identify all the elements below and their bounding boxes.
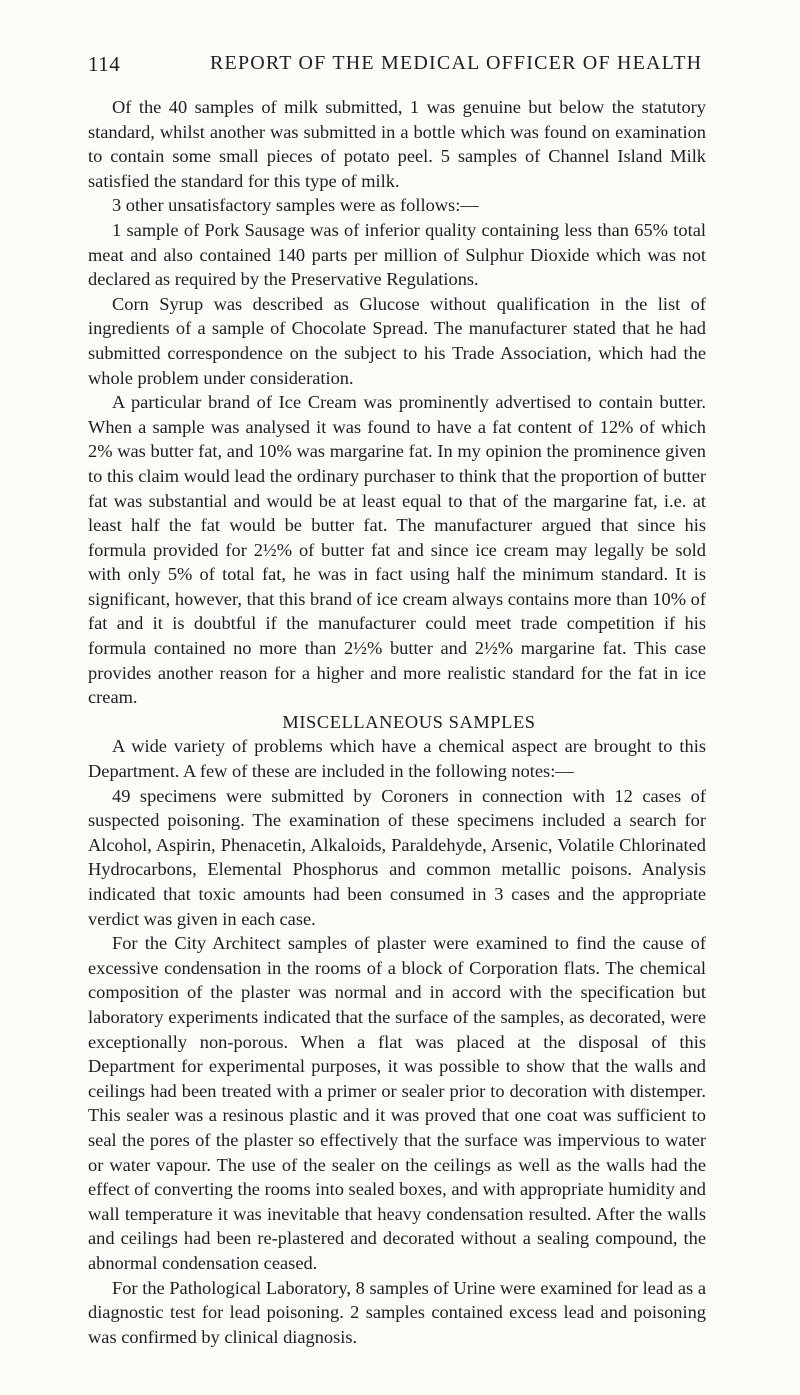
paragraph-ice-cream: A particular brand of Ice Cream was prominently advertised to contain butter. When a sample was analysed it was found to have a fat content of 12% of which 2% was butter fat, and 10% was margarine fat. In my opinion the prominence given to this claim would lead the ordinary purchaser to think that the proportion of butter fat was substantial and would be at least equal to that of the margarine fat, i.e. at least half the fat would be butter fat. The manufacturer argued that since his formula provided for 2½% of butter fat and since ice cream may legally be sold with only 5% of total fat, he was in fact using half the minimum standard. It is significant, however, that this brand of ice cream always contains more than 10% of fat and it is doubtful if the manufacturer could meet trade competition if his formula contained no more than 2½% butter and 2½% margarine fat. This case provides another reason for a higher and more realistic standard for the fat in ice cream. (88, 392, 706, 708)
paragraph-unsatisfactory-intro: 3 other unsatisfactory samples were as follows:— (112, 195, 479, 216)
paragraph-pork-sausage: 1 sample of Pork Sausage was of inferior quality containing less than 65% total meat and also contained 140 parts per million of Sulphur Dioxide which was not declared as required by the Preservative Regulations. (88, 219, 706, 290)
paragraph-milk-samples: Of the 40 samples of milk submitted, 1 was genuine but below the statutory standard, whilst another was submitted in a bottle which was found on examination to contain some small pieces of potato peel. 5 samples of Channel Island Milk satisfied the standard for this type of milk. (88, 97, 706, 191)
page-number: 114 (88, 52, 121, 76)
paragraph-misc-intro: A wide variety of problems which have a chemical aspect are brought to this Department. A few of these are included in the following notes:— (88, 736, 706, 782)
page-header (88, 52, 703, 82)
paragraph-coroners: 49 specimens were submitted by Coroners in connection with 12 cases of suspected poisoning. The examination of these specimens included a search for Alcohol, Aspirin, Phenacetin, Alkaloids, Paraldehyde, Arsenic, Volatile Chlorinated Hydrocarbons, Elemental Phosphorus and common metallic poisons. Analysis indicated that toxic amounts had been consumed in 3 cases and the appropriate verdict was given in each case. (88, 785, 706, 929)
paragraph-city-architect: For the City Architect samples of plaster were examined to find the cause of excessive condensation in the rooms of a block of Corporation flats. The chemical composition of the plaster was normal and in accord with the specification but laboratory experiments indicated that the surface of the samples, as decorated, were exceptionally non-porous. When a flat was placed at the disposal of this Department for experimental purposes, it was possible to show that the walls and ceilings had been treated with a primer or sealer prior to decoration with distemper. This sealer was a resinous plastic and it was proved that one coat was sufficient to seal the pores of the plaster so effectively that the surface was impervious to water or water vapour. The use of the sealer on the ceilings as well as the walls had the effect of converting the rooms into sealed boxes, and with appropriate humidity and wall temperature it was inevitable that heavy condensation resulted. After the walls and ceilings had been re-plastered and decorated without a sealing compound, the abnormal condensation ceased. (88, 933, 706, 1273)
section-heading-miscellaneous: MISCELLANEOUS SAMPLES (282, 711, 536, 732)
paragraph-corn-syrup: Corn Syrup was described as Glucose without qualification in the list of ingredients of a sample of Chocolate Spread. The manufacturer stated that he had submitted correspondence on the subject to his Trade Association, which had the whole problem under consideration. (88, 293, 706, 388)
report-body (88, 95, 706, 1349)
paragraph-pathological-lab: For the Pathological Laboratory, 8 samples of Urine were examined for lead as a diagnostic test for lead poisoning. 2 samples contained excess lead and poisoning was confirmed by clinical diagnosis. (88, 1277, 706, 1347)
running-head: REPORT OF THE MEDICAL OFFICER OF HEALTH (210, 52, 703, 74)
